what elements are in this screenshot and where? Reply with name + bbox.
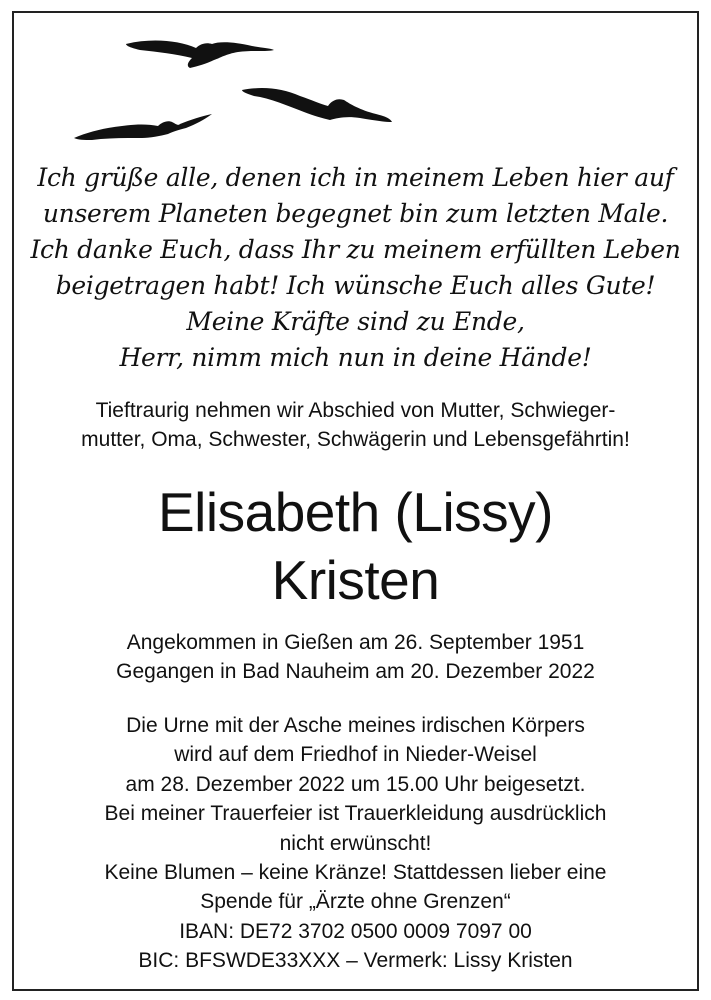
deceased-last-name: Kristen xyxy=(271,549,440,611)
intro-line: Tieftraurig nehmen wir Abschied von Mutter, Schwieger- xyxy=(95,399,616,422)
verse-line: Ich grüße alle, denen ich in meinem Leben hier auf xyxy=(37,163,674,192)
verse-line: unserem Planeten begegnet bin zum letzten Male. xyxy=(42,199,669,228)
detail-line: Die Urne mit der Asche meines irdischen Körpers xyxy=(126,714,585,737)
detail-line: am 28. Dezember 2022 um 15.00 Uhr beigesetzt. xyxy=(125,772,586,796)
detail-line: nicht erwünscht! xyxy=(279,831,432,855)
detail-line: Keine Blumen – keine Kränze! Stattdessen lieber eine xyxy=(104,861,607,885)
funeral-details xyxy=(20,711,691,976)
detail-line: Spende für „Ärzte ohne Grenzen“ xyxy=(200,890,511,914)
bird-icon xyxy=(242,88,392,122)
life-dates xyxy=(20,628,691,686)
mourning-intro xyxy=(20,396,691,454)
bic-line: BIC: BFSWDE33XXX – Vermerk: Lissy Kristen xyxy=(138,949,573,973)
death-date: Gegangen in Bad Nauheim am 20. Dezember 2022 xyxy=(116,660,595,683)
detail-line: wird auf dem Friedhof in Nieder-Weisel xyxy=(174,743,537,767)
verse-line: beigetragen habt! Ich wünsche Euch alles Gute! xyxy=(55,271,656,300)
iban-line: IBAN: DE72 3702 0500 0009 7097 00 xyxy=(179,919,532,943)
intro-line: mutter, Oma, Schwester, Schwägerin und Lebensgefährtin! xyxy=(81,428,630,451)
deceased-first-name: Elisabeth (Lissy) xyxy=(158,481,553,543)
verse-line: Ich danke Euch, dass Ihr zu meinem erfüllten Leben xyxy=(30,235,681,264)
birth-date: Angekommen in Gießen am 26. September 1951 xyxy=(126,631,585,654)
detail-line: Bei meiner Trauerfeier ist Trauerkleidung ausdrücklich xyxy=(104,802,607,826)
verse-line: Herr, nimm mich nun in deine Hände! xyxy=(119,343,592,372)
deceased-name xyxy=(20,478,691,614)
farewell-verse xyxy=(20,160,691,376)
bird-icon xyxy=(74,114,212,140)
birds-icon xyxy=(0,0,711,160)
verse-line: Meine Kräfte sind zu Ende, xyxy=(186,307,525,336)
bird-icon xyxy=(126,41,274,68)
